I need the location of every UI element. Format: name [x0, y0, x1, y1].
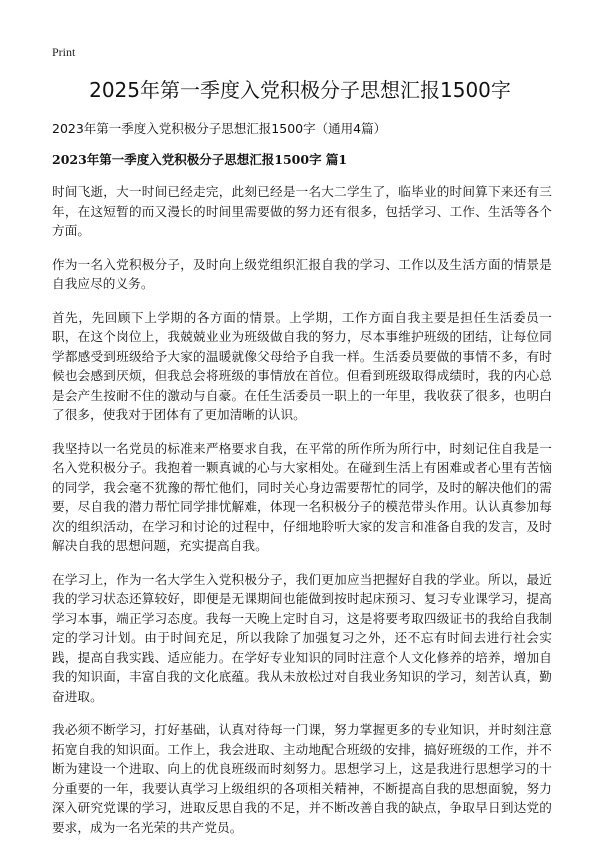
paragraph: 时间飞逝，大一时间已经走完，此刻已经是一名大二学生了，临毕业的时间算下来还有三年，在这短暂的而又漫长的时间里需要做的努力还有很多，包括学习、工作、生活等各个方面。: [52, 184, 552, 238]
page-title: 2025年第一季度入党积极分子思想汇报1500字: [89, 78, 511, 102]
paragraph: 首先，先回顾下上学期的各方面的情景。上学期，工作方面自我主要是担任生活委员一职，在这个岗位上，我兢兢业业为班级做自我的努力，尽本事维护班级的团结，让每位同学都感受到班级给予大家的温暖就像父母给予自我一样。生活委员要做的事情不多，有时候也会感到厌烦，但我总会将班级的事情放在首位。但看到班级取得成绩时，我的内心总是会产生按耐不住的激动与自豪。在任生活委员一职上的一年里，我收获了很多，也明白了很多，使我对于团体有了更加清晰的认识。: [52, 309, 552, 422]
paragraph: 我必须不断学习，打好基础，认真对待每一门课，努力掌握更多的专业知识，并时刻注意拓宽自我的知识面。工作上，我会进取、主动地配合班级的安排，搞好班级的工作，并不断为建设一个进取、向上的优良班级而时刻努力。思想学习上，这是我进行思想学习的十分重要的一年，我要认真学习上级组织的各项相关精神，不断提高自我的思想面貌，努力深入研究党课的学习，进取反思自我的不足，并不断改善自我的缺点，争取早日到达党的要求，成为一名光荣的共产党员。: [52, 722, 552, 835]
article-body: [52, 182, 552, 851]
print-link[interactable]: Print: [52, 45, 76, 59]
paragraph: 作为一名入党积极分子，及时向上级党组织汇报自我的学习、工作以及生活方面的情景是自我应尽的义务。: [52, 256, 552, 291]
paragraph: 在学习上，作为一名大学生入党积极分子，我们更加应当把握好自我的学业。所以，最近我的学习状态还算较好，即便是无课期间也能做到按时起床预习、复习专业课学习，提高学习本事，端正学习态度。我每一天晚上定时自习，这是将要考取四级证书的我给自我制定的学习计划。由于时间充足，所以我除了加强复习之外，还不忘有时间去进行社会实践，提高自我实践、适应能力。在学好专业知识的同时注意个人文化修养的培养，增加自我的知识面，丰富自我的文化底蕴。我从未放松过对自我业务知识的学习，刻苦认真，勤奋进取。: [52, 571, 552, 704]
section-heading: 2023年第一季度入党积极分子思想汇报1500字 篇1: [52, 152, 348, 167]
paragraph: 我坚持以一名党员的标准来严格要求自我，在平常的所作所为所行中，时刻记住自我是一名入党积极分子。我抱着一颗真诚的心与大家相处。在碰到生活上有困难或者心里有苦恼的同学，我会毫不犹豫的帮忙他们，同时关心身边需要帮忙的同学，及时的解决他们的需要，尽自我的潜力帮忙同学排忧解难，体现一名积极分子的模范带头作用。认认真参加每次的组织活动，在学习和讨论的过程中，仔细地聆听大家的发言和准备自我的发言，及时解决自我的思想问题，充实提高自我。: [52, 440, 552, 553]
document-subtitle: 2023年第一季度入党积极分子思想汇报1500字（通用4篇）: [52, 121, 387, 136]
